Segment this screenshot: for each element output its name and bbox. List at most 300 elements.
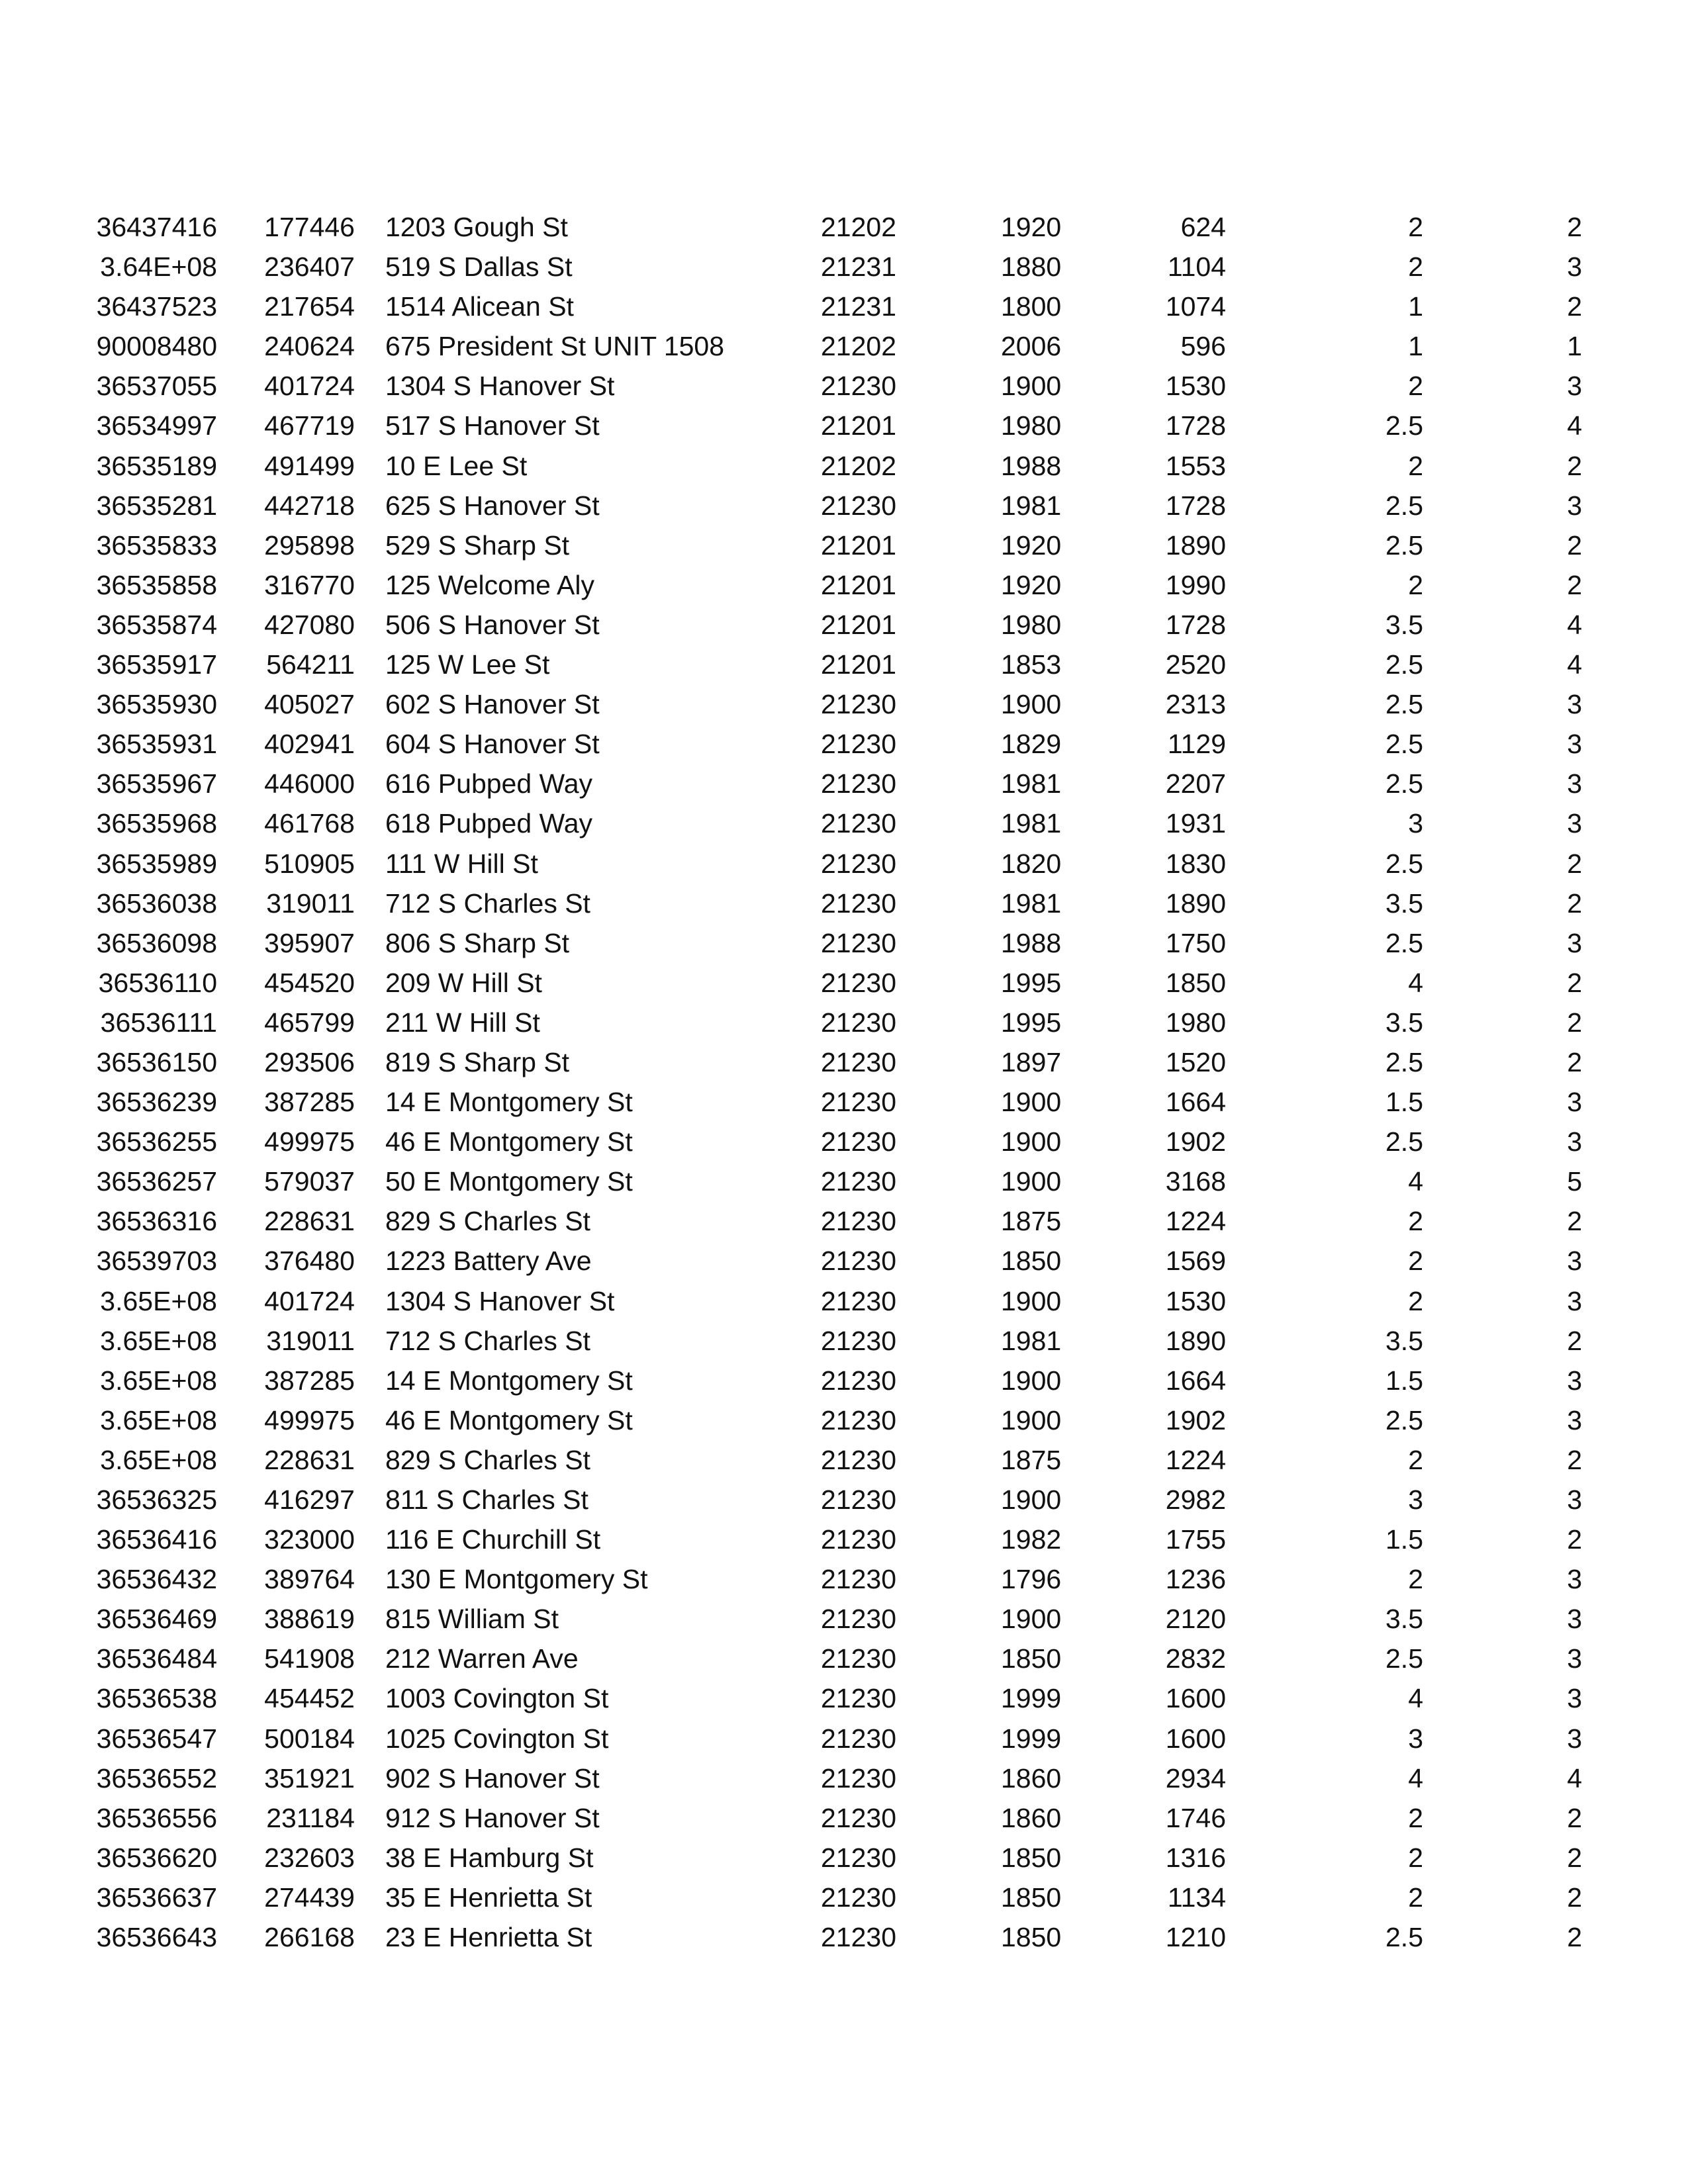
bedrooms-cell: 2 <box>1567 1206 1582 1237</box>
bedrooms-cell: 3 <box>1567 1723 1582 1754</box>
price-cell: 388619 <box>264 1604 355 1635</box>
price-cell: 454452 <box>264 1683 355 1714</box>
bathrooms-cell: 2 <box>1408 1246 1423 1277</box>
property-id-cell: 36536643 <box>96 1922 217 1953</box>
zip-cell: 21201 <box>821 649 897 680</box>
price-cell: 402941 <box>264 729 355 760</box>
sqft-cell: 1750 <box>1165 927 1226 958</box>
price-cell: 579037 <box>264 1166 355 1197</box>
price-cell: 454520 <box>264 967 355 998</box>
zip-cell: 21230 <box>821 1922 897 1953</box>
bedrooms-cell: 2 <box>1567 529 1582 561</box>
sqft-cell: 1890 <box>1165 887 1226 919</box>
bedrooms-cell: 2 <box>1567 1842 1582 1873</box>
bedrooms-cell: 4 <box>1567 1762 1582 1794</box>
bedrooms-cell: 3 <box>1567 490 1582 521</box>
address-cell: 602 S Hanover St <box>385 689 600 720</box>
bedrooms-cell: 3 <box>1567 1365 1582 1396</box>
zip-cell: 21230 <box>821 887 897 919</box>
table-row <box>0 1042 1688 1082</box>
bedrooms-cell: 2 <box>1567 1922 1582 1953</box>
year-built-cell: 1981 <box>1001 808 1062 839</box>
table-row <box>0 1917 1688 1957</box>
table-row <box>0 605 1688 645</box>
year-built-cell: 1850 <box>1001 1643 1062 1674</box>
address-cell: 1304 S Hanover St <box>385 1285 615 1316</box>
year-built-cell: 1920 <box>1001 212 1062 242</box>
sqft-cell: 1890 <box>1165 529 1226 561</box>
price-cell: 465799 <box>264 1007 355 1038</box>
bathrooms-cell: 2.5 <box>1385 649 1423 680</box>
bathrooms-cell: 2.5 <box>1385 529 1423 561</box>
table-row <box>0 1003 1688 1042</box>
property-id-cell: 36536637 <box>96 1882 217 1913</box>
bathrooms-cell: 3.5 <box>1385 1604 1423 1635</box>
address-cell: 209 W Hill St <box>385 967 542 998</box>
price-cell: 316770 <box>264 569 355 600</box>
table-row <box>0 1599 1688 1639</box>
table-row <box>0 764 1688 803</box>
bedrooms-cell: 2 <box>1567 1325 1582 1356</box>
address-cell: 829 S Charles St <box>385 1206 590 1237</box>
sqft-cell: 1224 <box>1165 1444 1226 1475</box>
sqft-cell: 1746 <box>1165 1802 1226 1833</box>
bathrooms-cell: 2.5 <box>1385 848 1423 879</box>
zip-cell: 21231 <box>821 291 897 322</box>
bedrooms-cell: 4 <box>1567 609 1582 640</box>
table-row <box>0 207 1688 247</box>
bathrooms-cell: 2.5 <box>1385 1922 1423 1953</box>
address-cell: 912 S Hanover St <box>385 1802 600 1833</box>
year-built-cell: 1988 <box>1001 450 1062 481</box>
property-id-cell: 36536098 <box>96 927 217 958</box>
zip-cell: 21202 <box>821 331 897 362</box>
zip-cell: 21201 <box>821 529 897 561</box>
bathrooms-cell: 2.5 <box>1385 1643 1423 1674</box>
bathrooms-cell: 2 <box>1408 1564 1423 1595</box>
address-cell: 902 S Hanover St <box>385 1762 600 1794</box>
table-row <box>0 446 1688 486</box>
table-row <box>0 1520 1688 1559</box>
zip-cell: 21230 <box>821 1604 897 1635</box>
zip-cell: 21230 <box>821 808 897 839</box>
table-row <box>0 844 1688 884</box>
bathrooms-cell: 2 <box>1408 569 1423 600</box>
table-row <box>0 1838 1688 1878</box>
address-cell: 111 W Hill St <box>385 848 538 879</box>
address-cell: 116 E Churchill St <box>385 1524 601 1555</box>
sqft-cell: 1830 <box>1165 848 1226 879</box>
bathrooms-cell: 1 <box>1408 331 1423 362</box>
zip-cell: 21230 <box>821 1246 897 1277</box>
table-row <box>0 565 1688 605</box>
property-id-cell: 36535967 <box>96 768 217 799</box>
bathrooms-cell: 3 <box>1408 808 1423 839</box>
address-cell: 1223 Battery Ave <box>385 1246 592 1277</box>
year-built-cell: 1981 <box>1001 1325 1062 1356</box>
sqft-cell: 1569 <box>1165 1246 1226 1277</box>
address-cell: 618 Pubped Way <box>385 808 593 839</box>
sqft-cell: 2982 <box>1165 1484 1226 1515</box>
bathrooms-cell: 2 <box>1408 371 1423 402</box>
zip-cell: 21230 <box>821 1285 897 1316</box>
zip-cell: 21230 <box>821 490 897 521</box>
sqft-cell: 2520 <box>1165 649 1226 680</box>
sqft-cell: 1236 <box>1165 1564 1226 1595</box>
address-cell: 517 S Hanover St <box>385 410 600 441</box>
address-cell: 819 S Sharp St <box>385 1046 570 1077</box>
price-cell: 240624 <box>264 331 355 362</box>
bathrooms-cell: 4 <box>1408 1683 1423 1714</box>
sqft-cell: 1104 <box>1167 251 1226 283</box>
sqft-cell: 1664 <box>1165 1087 1226 1118</box>
bedrooms-cell: 2 <box>1567 1882 1582 1913</box>
bathrooms-cell: 3.5 <box>1385 887 1423 919</box>
bedrooms-cell: 2 <box>1567 291 1582 322</box>
table-row <box>0 963 1688 1003</box>
address-cell: 10 E Lee St <box>385 450 528 481</box>
price-cell: 266168 <box>264 1922 355 1953</box>
zip-cell: 21202 <box>821 212 897 242</box>
address-cell: 1514 Alicean St <box>385 291 574 322</box>
zip-cell: 21230 <box>821 1802 897 1833</box>
zip-cell: 21230 <box>821 1046 897 1077</box>
year-built-cell: 1981 <box>1001 490 1062 521</box>
sqft-cell: 2120 <box>1165 1604 1226 1635</box>
zip-cell: 21230 <box>821 1444 897 1475</box>
zip-cell: 21230 <box>821 1404 897 1435</box>
year-built-cell: 1850 <box>1001 1246 1062 1277</box>
bedrooms-cell: 3 <box>1567 1087 1582 1118</box>
sqft-cell: 1074 <box>1165 291 1226 322</box>
zip-cell: 21230 <box>821 927 897 958</box>
table-row <box>0 525 1688 565</box>
bedrooms-cell: 3 <box>1567 808 1582 839</box>
price-cell: 177446 <box>264 212 355 242</box>
year-built-cell: 1900 <box>1001 689 1062 720</box>
price-cell: 319011 <box>266 1325 355 1356</box>
bedrooms-cell: 2 <box>1567 1802 1582 1833</box>
bathrooms-cell: 2 <box>1408 1444 1423 1475</box>
address-cell: 506 S Hanover St <box>385 609 600 640</box>
sqft-cell: 1902 <box>1165 1404 1226 1435</box>
address-cell: 130 E Montgomery St <box>385 1564 648 1595</box>
property-id-cell: 3.65E+08 <box>100 1404 217 1435</box>
year-built-cell: 1981 <box>1001 887 1062 919</box>
price-cell: 236407 <box>264 251 355 283</box>
zip-cell: 21230 <box>821 1762 897 1794</box>
bedrooms-cell: 2 <box>1567 569 1582 600</box>
year-built-cell: 1982 <box>1001 1524 1062 1555</box>
bedrooms-cell: 4 <box>1567 410 1582 441</box>
address-cell: 806 S Sharp St <box>385 927 570 958</box>
bathrooms-cell: 2 <box>1408 1882 1423 1913</box>
bathrooms-cell: 2 <box>1408 1842 1423 1873</box>
price-cell: 389764 <box>264 1564 355 1595</box>
bedrooms-cell: 3 <box>1567 1484 1582 1515</box>
year-built-cell: 1900 <box>1001 1604 1062 1635</box>
price-cell: 217654 <box>264 291 355 322</box>
bedrooms-cell: 2 <box>1567 1524 1582 1555</box>
price-cell: 564211 <box>266 649 355 680</box>
table-row <box>0 1241 1688 1281</box>
price-cell: 510905 <box>264 848 355 879</box>
address-cell: 529 S Sharp St <box>385 529 570 561</box>
table-row <box>0 1082 1688 1122</box>
zip-cell: 21230 <box>821 967 897 998</box>
address-cell: 211 W Hill St <box>385 1007 540 1038</box>
year-built-cell: 1995 <box>1001 967 1062 998</box>
table-row <box>0 406 1688 445</box>
bedrooms-cell: 2 <box>1567 967 1582 998</box>
bathrooms-cell: 2.5 <box>1385 689 1423 720</box>
year-built-cell: 1981 <box>1001 768 1062 799</box>
bathrooms-cell: 1.5 <box>1385 1087 1423 1118</box>
price-cell: 395907 <box>264 927 355 958</box>
table-row <box>0 1758 1688 1798</box>
bathrooms-cell: 1.5 <box>1385 1524 1423 1555</box>
sqft-cell: 1520 <box>1165 1046 1226 1077</box>
bedrooms-cell: 3 <box>1567 1285 1582 1316</box>
price-cell: 491499 <box>264 450 355 481</box>
table-row <box>0 326 1688 366</box>
year-built-cell: 1900 <box>1001 1404 1062 1435</box>
sqft-cell: 1129 <box>1167 729 1226 760</box>
sqft-cell: 1728 <box>1165 410 1226 441</box>
price-cell: 467719 <box>264 410 355 441</box>
year-built-cell: 1860 <box>1001 1762 1062 1794</box>
property-id-cell: 36536484 <box>96 1643 217 1674</box>
price-cell: 405027 <box>264 689 355 720</box>
address-cell: 23 E Henrietta St <box>385 1922 592 1953</box>
property-id-cell: 36536325 <box>96 1484 217 1515</box>
sqft-cell: 1728 <box>1165 609 1226 640</box>
property-id-cell: 36535917 <box>96 649 217 680</box>
property-id-cell: 36536110 <box>98 967 217 998</box>
zip-cell: 21230 <box>821 1842 897 1873</box>
bedrooms-cell: 2 <box>1567 1444 1582 1475</box>
year-built-cell: 1920 <box>1001 569 1062 600</box>
table-row <box>0 803 1688 843</box>
property-id-cell: 36536316 <box>96 1206 217 1237</box>
property-id-cell: 3.65E+08 <box>100 1444 217 1475</box>
table-row <box>0 923 1688 963</box>
bathrooms-cell: 2 <box>1408 1285 1423 1316</box>
property-id-cell: 36536469 <box>96 1604 217 1635</box>
price-cell: 499975 <box>264 1404 355 1435</box>
sqft-cell: 1890 <box>1165 1325 1226 1356</box>
year-built-cell: 1850 <box>1001 1842 1062 1873</box>
year-built-cell: 1900 <box>1001 1484 1062 1515</box>
price-cell: 228631 <box>264 1206 355 1237</box>
property-id-cell: 36535931 <box>96 729 217 760</box>
table-row <box>0 366 1688 406</box>
bathrooms-cell: 4 <box>1408 1762 1423 1794</box>
table-row <box>0 1798 1688 1838</box>
address-cell: 625 S Hanover St <box>385 490 600 521</box>
bathrooms-cell: 1.5 <box>1385 1365 1423 1396</box>
property-id-cell: 36536620 <box>96 1842 217 1873</box>
bathrooms-cell: 3.5 <box>1385 609 1423 640</box>
property-id-cell: 36536556 <box>96 1802 217 1833</box>
property-id-cell: 36536432 <box>96 1564 217 1595</box>
address-cell: 125 W Lee St <box>385 649 550 680</box>
price-cell: 401724 <box>264 1285 355 1316</box>
property-id-cell: 36536150 <box>96 1046 217 1077</box>
bathrooms-cell: 2.5 <box>1385 768 1423 799</box>
bathrooms-cell: 2 <box>1408 1802 1423 1833</box>
year-built-cell: 1995 <box>1001 1007 1062 1038</box>
property-id-cell: 3.65E+08 <box>100 1325 217 1356</box>
address-cell: 46 E Montgomery St <box>385 1404 633 1435</box>
bedrooms-cell: 3 <box>1567 1564 1582 1595</box>
bedrooms-cell: 2 <box>1567 450 1582 481</box>
address-cell: 829 S Charles St <box>385 1444 590 1475</box>
bedrooms-cell: 3 <box>1567 689 1582 720</box>
zip-cell: 21230 <box>821 1683 897 1714</box>
sqft-cell: 1530 <box>1165 1285 1226 1316</box>
bathrooms-cell: 2.5 <box>1385 490 1423 521</box>
property-id-cell: 3.64E+08 <box>100 251 217 283</box>
sqft-cell: 1980 <box>1165 1007 1226 1038</box>
bathrooms-cell: 2 <box>1408 212 1423 242</box>
sqft-cell: 3168 <box>1165 1166 1226 1197</box>
bathrooms-cell: 4 <box>1408 967 1423 998</box>
table-row <box>0 486 1688 525</box>
property-id-cell: 36535281 <box>96 490 217 521</box>
property-id-cell: 36536111 <box>100 1007 217 1038</box>
bedrooms-cell: 3 <box>1567 729 1582 760</box>
table-row <box>0 684 1688 724</box>
address-cell: 815 William St <box>385 1604 559 1635</box>
sqft-cell: 1553 <box>1165 450 1226 481</box>
price-cell: 401724 <box>264 371 355 402</box>
price-cell: 541908 <box>264 1643 355 1674</box>
bedrooms-cell: 1 <box>1567 331 1582 362</box>
property-id-cell: 36536552 <box>96 1762 217 1794</box>
year-built-cell: 1900 <box>1001 1285 1062 1316</box>
address-cell: 604 S Hanover St <box>385 729 600 760</box>
price-cell: 387285 <box>264 1365 355 1396</box>
sqft-cell: 1600 <box>1165 1723 1226 1754</box>
sqft-cell: 1931 <box>1165 808 1226 839</box>
sqft-cell: 596 <box>1180 331 1226 362</box>
sqft-cell: 2934 <box>1165 1762 1226 1794</box>
property-id-cell: 36535874 <box>96 609 217 640</box>
price-cell: 274439 <box>264 1882 355 1913</box>
zip-cell: 21201 <box>821 609 897 640</box>
table-row <box>0 1321 1688 1361</box>
zip-cell: 21230 <box>821 1484 897 1515</box>
price-cell: 319011 <box>266 887 355 919</box>
table-row <box>0 1201 1688 1241</box>
table-row <box>0 1122 1688 1161</box>
price-cell: 427080 <box>264 609 355 640</box>
address-cell: 38 E Hamburg St <box>385 1842 594 1873</box>
price-cell: 446000 <box>264 768 355 799</box>
address-cell: 14 E Montgomery St <box>385 1365 633 1396</box>
price-cell: 387285 <box>264 1087 355 1118</box>
zip-cell: 21230 <box>821 1723 897 1754</box>
price-cell: 293506 <box>264 1046 355 1077</box>
property-id-cell: 36437523 <box>96 291 217 322</box>
bathrooms-cell: 3 <box>1408 1484 1423 1515</box>
table-row <box>0 1400 1688 1440</box>
bedrooms-cell: 2 <box>1567 887 1582 919</box>
price-cell: 442718 <box>264 490 355 521</box>
sqft-cell: 2832 <box>1165 1643 1226 1674</box>
price-cell: 231184 <box>266 1802 355 1833</box>
year-built-cell: 1850 <box>1001 1882 1062 1913</box>
year-built-cell: 1820 <box>1001 848 1062 879</box>
year-built-cell: 1920 <box>1001 529 1062 561</box>
bathrooms-cell: 1 <box>1408 291 1423 322</box>
bathrooms-cell: 2 <box>1408 450 1423 481</box>
address-cell: 1203 Gough St <box>385 212 568 242</box>
sqft-cell: 2207 <box>1165 768 1226 799</box>
year-built-cell: 1900 <box>1001 1126 1062 1158</box>
property-id-cell: 36535858 <box>96 569 217 600</box>
sqft-cell: 1902 <box>1165 1126 1226 1158</box>
zip-cell: 21230 <box>821 1643 897 1674</box>
bedrooms-cell: 3 <box>1567 768 1582 799</box>
price-cell: 323000 <box>264 1524 355 1555</box>
zip-cell: 21230 <box>821 1882 897 1913</box>
zip-cell: 21230 <box>821 848 897 879</box>
table-row <box>0 1161 1688 1201</box>
zip-cell: 21230 <box>821 689 897 720</box>
sqft-cell: 1728 <box>1165 490 1226 521</box>
price-cell: 499975 <box>264 1126 355 1158</box>
year-built-cell: 1897 <box>1001 1046 1062 1077</box>
zip-cell: 21230 <box>821 371 897 402</box>
zip-cell: 21230 <box>821 1126 897 1158</box>
bedrooms-cell: 2 <box>1567 1046 1582 1077</box>
zip-cell: 21230 <box>821 1206 897 1237</box>
property-id-cell: 36536255 <box>96 1126 217 1158</box>
bathrooms-cell: 2.5 <box>1385 729 1423 760</box>
address-cell: 212 Warren Ave <box>385 1643 579 1674</box>
year-built-cell: 1999 <box>1001 1723 1062 1754</box>
year-built-cell: 1796 <box>1001 1564 1062 1595</box>
bedrooms-cell: 3 <box>1567 1246 1582 1277</box>
bathrooms-cell: 2 <box>1408 1206 1423 1237</box>
zip-cell: 21230 <box>821 1087 897 1118</box>
address-cell: 1003 Covington St <box>385 1683 609 1714</box>
year-built-cell: 1900 <box>1001 1365 1062 1396</box>
bedrooms-cell: 5 <box>1567 1166 1582 1197</box>
bathrooms-cell: 2.5 <box>1385 410 1423 441</box>
year-built-cell: 1999 <box>1001 1683 1062 1714</box>
zip-cell: 21230 <box>821 1524 897 1555</box>
table-row <box>0 1719 1688 1758</box>
bedrooms-cell: 3 <box>1567 927 1582 958</box>
zip-cell: 21202 <box>821 450 897 481</box>
sqft-cell: 1664 <box>1165 1365 1226 1396</box>
sqft-cell: 1316 <box>1165 1842 1226 1873</box>
year-built-cell: 1860 <box>1001 1802 1062 1833</box>
bedrooms-cell: 3 <box>1567 1683 1582 1714</box>
bathrooms-cell: 2.5 <box>1385 1404 1423 1435</box>
property-id-cell: 3.65E+08 <box>100 1285 217 1316</box>
sqft-cell: 1224 <box>1165 1206 1226 1237</box>
property-id-cell: 36537055 <box>96 371 217 402</box>
sqft-cell: 1600 <box>1165 1683 1226 1714</box>
bedrooms-cell: 3 <box>1567 1126 1582 1158</box>
table-row <box>0 1281 1688 1321</box>
sqft-cell: 1530 <box>1165 371 1226 402</box>
table-row <box>0 1440 1688 1480</box>
